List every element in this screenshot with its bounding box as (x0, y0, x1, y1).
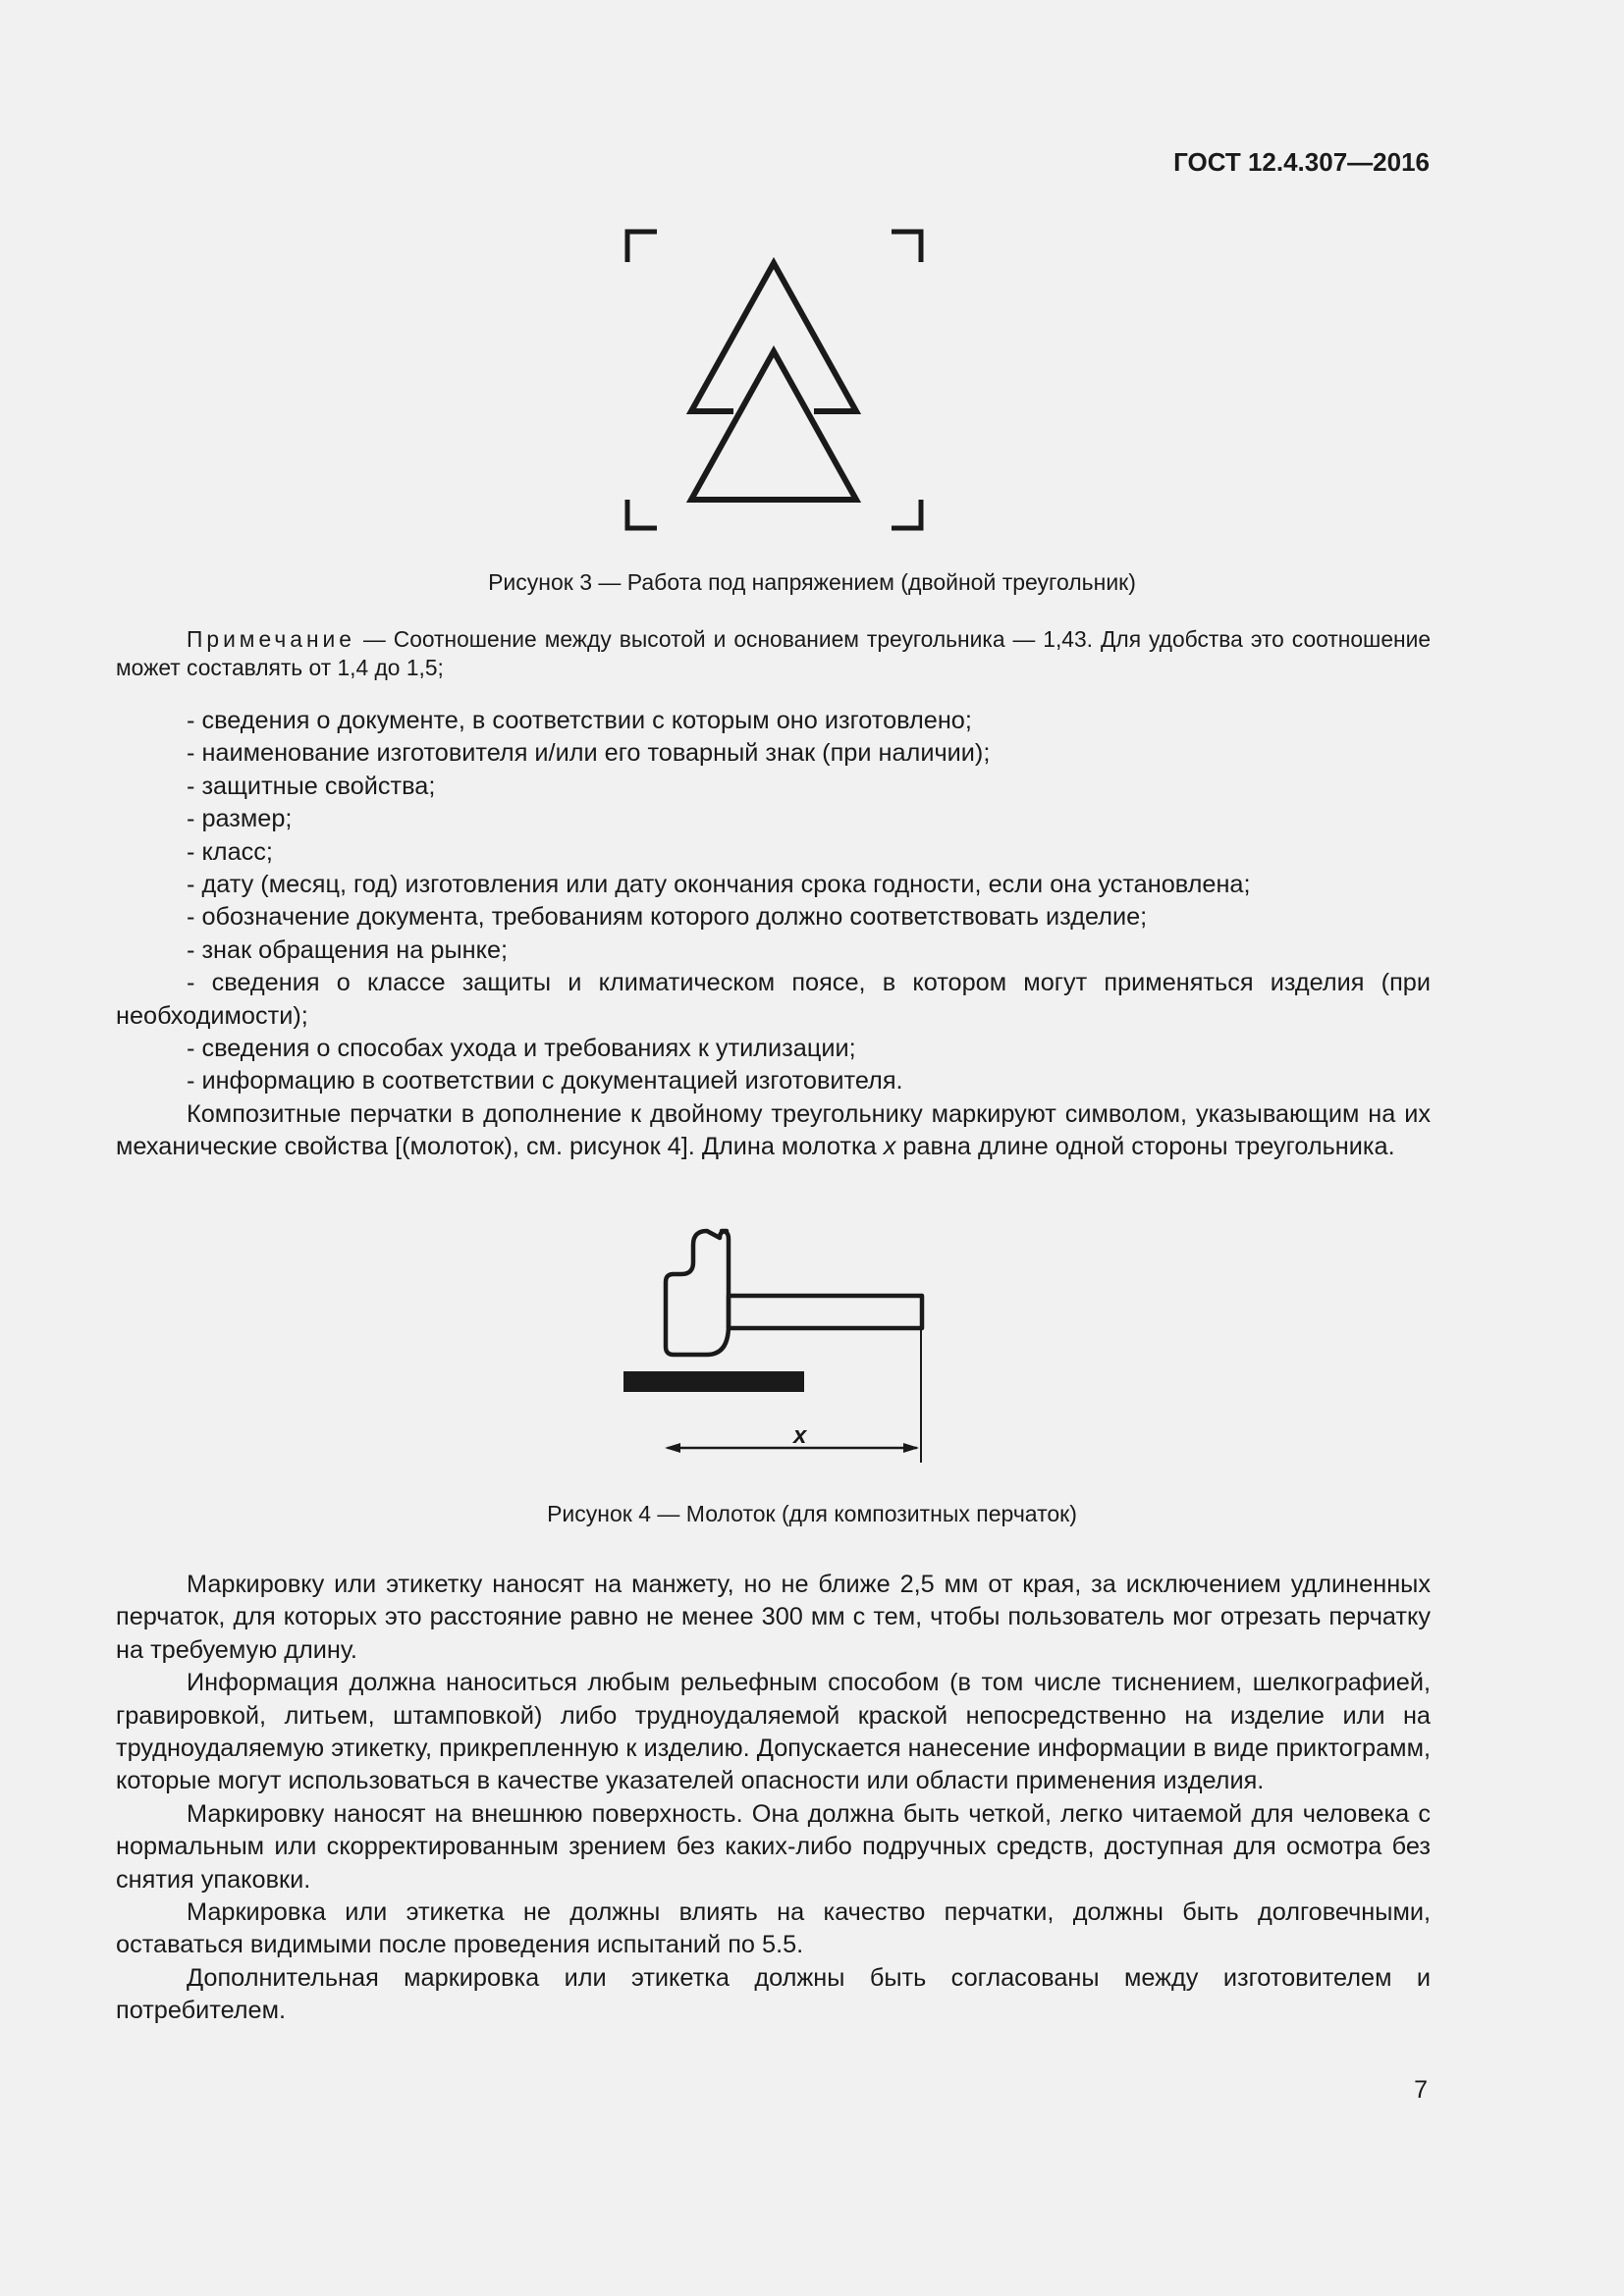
body-paragraphs (116, 1569, 1431, 2028)
marking-list (116, 705, 1431, 1164)
frame-corner-bottom-left (627, 500, 657, 528)
list-item: - сведения о способах ухода и требованиях к утилизации; (187, 1035, 856, 1063)
hammer-handle (729, 1296, 922, 1328)
paragraph: Маркировку или этикетку наносят на манжету, но не ближе 2,5 мм от края, за исключением удлиненных перчаток, для которых это расстояние равно не менее 300 мм с тем, чтобы пользователь мог отрезать перчатку на требуемую длину. (116, 1571, 1431, 1664)
note-label: Примечание (187, 626, 355, 652)
list-item: - дату (месяц, год) изготовления или дату окончания срока годности, если она установлена; (187, 871, 1251, 899)
paragraph: Маркировка или этикетка не должны влиять на качество перчатки, должны быть долговечными, оставаться видимыми после проведения испытаний по 5.5. (116, 1898, 1431, 1959)
list-item: - наименование изготовителя и/или его товарный знак (при наличии); (187, 739, 991, 768)
upper-triangle (691, 263, 856, 411)
double-triangle-figure (0, 226, 1624, 540)
list-item: - знак обращения на рынке; (187, 935, 509, 964)
document-header: ГОСТ 12.4.307—2016 (1173, 147, 1430, 177)
list-item: - сведения о классе защиты и климатическом поясе, в котором могут применяться изделия (при необходимости); (116, 969, 1431, 1030)
frame-corner-top-right (892, 232, 921, 262)
note-text: — Соотношение между высотой и основанием треугольника — 1,43. Для удобства это соотношение может составлять от 1,4 до 1,5; (116, 626, 1431, 680)
figure-3-caption: Рисунок 3 — Работа под напряжением (двойной треугольник) (488, 569, 1136, 595)
composite-text-before: Композитные перчатки в дополнение к двойному треугольнику маркируют символом, указывающим на их механические свойства [(молоток), см. рисунок 4]. Длина молотка (116, 1099, 1431, 1161)
lower-triangle (691, 351, 856, 500)
frame-corner-top-left (627, 232, 657, 262)
composite-gloves-paragraph (116, 1098, 1431, 1164)
frame-corner-bottom-right (892, 500, 921, 528)
surface-bar (623, 1371, 804, 1392)
composite-text-after: равна длине одной стороны треугольника. (895, 1133, 1395, 1161)
list-item: - защитные свойства; (187, 772, 436, 800)
list-item: - обозначение документа, требованиям которого должно соответствовать изделие; (187, 903, 1148, 932)
list-item: - информацию в соответствии с документацией изготовителя. (187, 1067, 903, 1095)
list-item: - сведения о документе, в соответствии с которым оно изготовлено; (187, 707, 972, 734)
hammer-length-variable: x (883, 1133, 896, 1161)
list-item: - размер; (187, 805, 293, 833)
paragraph: Информация должна наноситься любым рельефным способом (в том числе тиснением, шелкографией, гравировкой, литьем, штамповкой) либо трудноудаляемой краской непосредственно на изделие или на трудноудаляемую этикетку, прикрепленную к изделию. Допускается нанесение информации в виде приктограмм, которые могут использоваться в качестве указателей опасности или области применения изделия. (116, 1669, 1431, 1795)
page-number: 7 (1414, 2076, 1428, 2104)
hammer-head (666, 1231, 729, 1355)
hammer-figure (0, 1217, 1624, 1472)
dimension-arrow-left (665, 1443, 680, 1453)
paragraph: Дополнительная маркировка или этикетка должны быть согласованы между изготовителем и потребителем. (116, 1963, 1431, 2025)
dimension-label: x (793, 1422, 807, 1449)
figure-4-caption: Рисунок 4 — Молоток (для композитных перчаток) (547, 1501, 1077, 1526)
dimension-arrow-right (903, 1443, 919, 1453)
list-item: - класс; (187, 837, 273, 866)
paragraph: Маркировку наносят на внешнюю поверхность. Она должна быть четкой, легко читаемой для человека с нормальным или скорректированным зрением без каких-либо подручных средств, доступная для осмотра без снятия упаковки. (116, 1799, 1431, 1894)
note-block (116, 625, 1431, 682)
